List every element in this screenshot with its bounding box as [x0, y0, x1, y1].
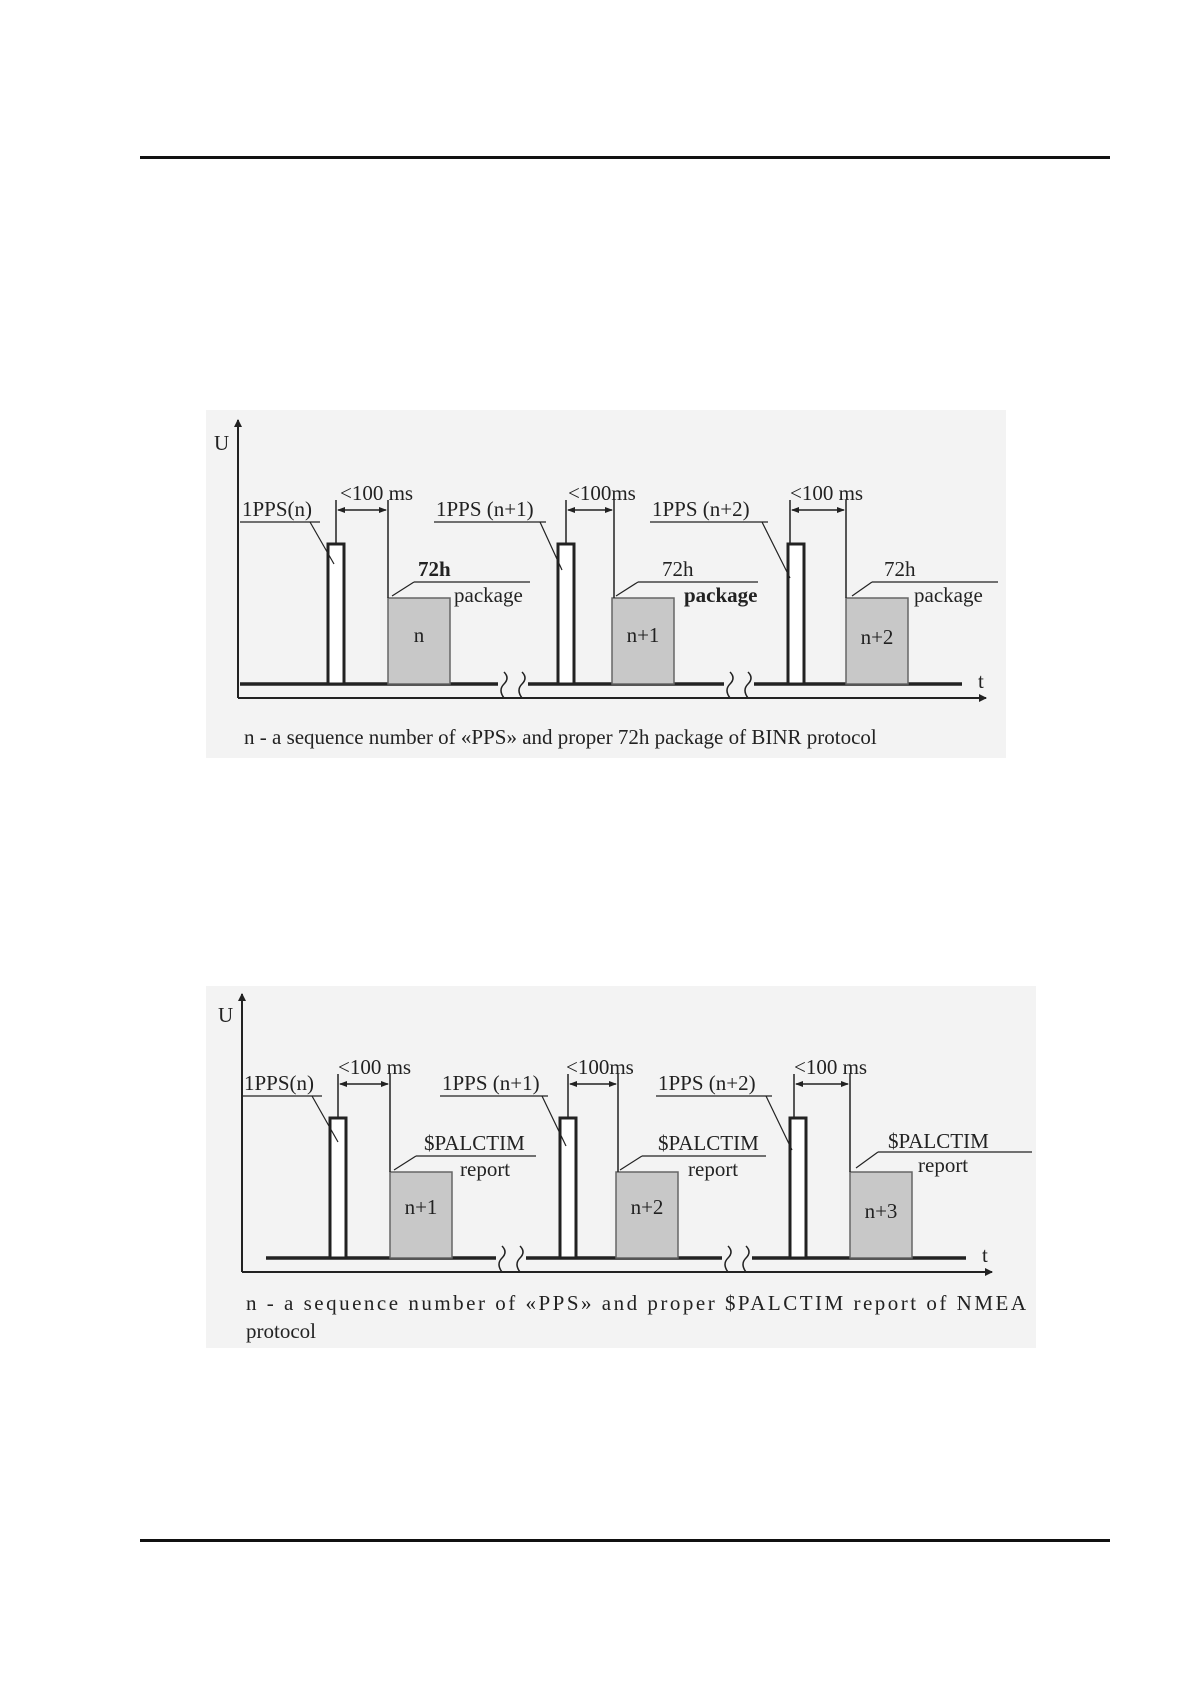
interval-label: <100 ms [338, 1055, 412, 1079]
packet-index: n+1 [404, 1195, 438, 1219]
packet-index: n+1 [626, 623, 660, 647]
packet-leader [392, 582, 414, 596]
figure-nmea-timing [206, 986, 1036, 1348]
packet-type-label: $PALCTIM [888, 1129, 989, 1153]
figure-caption-line-2: protocol [246, 1319, 316, 1343]
u-axis-label: U [214, 431, 230, 455]
break-mark [743, 1246, 749, 1272]
break-mark [519, 672, 525, 698]
pps-label: 1PPS(n) [244, 1071, 315, 1095]
pps-pulse [790, 1118, 806, 1258]
interval-label: <100ms [566, 1055, 634, 1079]
binr-timing-diagram [206, 410, 1006, 758]
packet-leader [620, 1156, 642, 1170]
interval-label: <100 ms [340, 481, 414, 505]
packet-word-label: report [918, 1153, 969, 1177]
pps-pulse [558, 544, 574, 684]
t-axis-label: t [978, 669, 984, 693]
packet-leader [856, 1152, 878, 1168]
pps-label: 1PPS (n+2) [658, 1071, 756, 1095]
packet-index: n [413, 623, 425, 647]
break-mark [501, 672, 507, 698]
packet-word-label: package [454, 583, 523, 607]
interval-label: <100ms [568, 481, 636, 505]
pps-pulse [788, 544, 804, 684]
pps-leader [766, 1096, 792, 1150]
pps-label: 1PPS (n+1) [436, 497, 534, 521]
footer-rule [140, 1539, 1110, 1542]
figure-caption-line-1: n - a sequence number of «PPS» and proper $PALCTIM report of NMEA [246, 1291, 1026, 1315]
header-rule [140, 156, 1110, 159]
interval-label: <100 ms [794, 1055, 868, 1079]
nmea-timing-diagram [206, 986, 1036, 1348]
packet-word-label: package [914, 583, 983, 607]
pps-label: 1PPS (n+1) [442, 1071, 540, 1095]
packet-type-label: 72h [884, 557, 916, 581]
figure-binr-timing [206, 410, 1006, 758]
pps-label: 1PPS (n+2) [652, 497, 750, 521]
u-axis-label: U [218, 1003, 234, 1027]
packet-word-label: report [460, 1157, 511, 1181]
break-mark [727, 672, 733, 698]
packet-index: n+3 [864, 1199, 898, 1223]
packet-index: n+2 [630, 1195, 664, 1219]
packet-leader [616, 582, 638, 596]
packet-leader [394, 1156, 416, 1170]
pps-pulse [328, 544, 344, 684]
interval-label: <100 ms [790, 481, 864, 505]
break-mark [499, 1246, 505, 1272]
pps-pulse [330, 1118, 346, 1258]
packet-index: n+2 [860, 625, 894, 649]
pps-label: 1PPS(n) [242, 497, 313, 521]
pps-leader [762, 522, 790, 578]
break-mark [745, 672, 751, 698]
packet-type-label: 72h [662, 557, 694, 581]
packet-type-label: $PALCTIM [424, 1131, 525, 1155]
packet-type-label: 72h [418, 557, 451, 581]
figure-caption: n - a sequence number of «PPS» and proper 72h package of BINR protocol [244, 725, 877, 749]
break-mark [725, 1246, 731, 1272]
break-mark [517, 1246, 523, 1272]
packet-type-label: $PALCTIM [658, 1131, 759, 1155]
packet-word-label: package [684, 583, 758, 607]
packet-leader [852, 582, 872, 596]
t-axis-label: t [982, 1243, 988, 1267]
packet-word-label: report [688, 1157, 739, 1181]
